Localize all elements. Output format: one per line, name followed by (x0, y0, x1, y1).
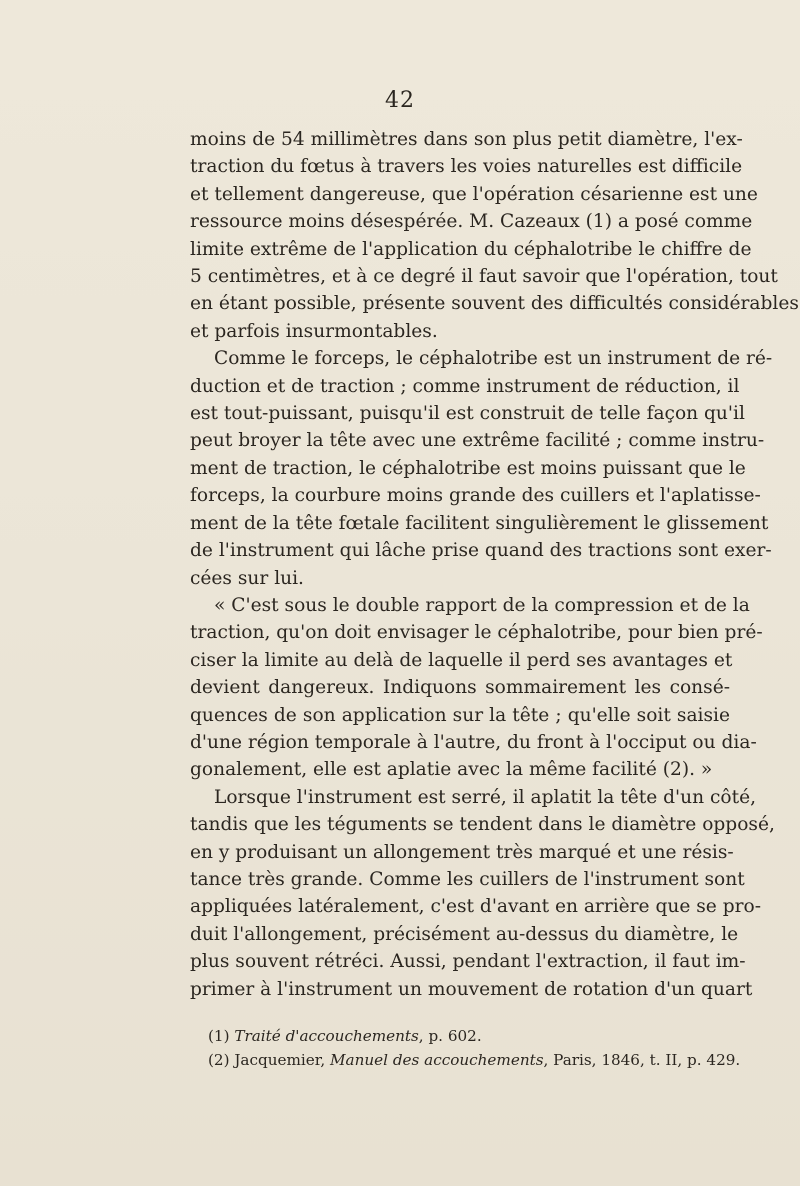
text-line: duit l'allongement, précisément au-dessus du diamètre, le (190, 923, 739, 945)
footnote-title: Traité d'accouchements (234, 1027, 419, 1045)
text-line: d'une région temporale à l'autre, du front à l'occiput ou dia- (190, 731, 757, 753)
text-line: cées sur lui. (190, 567, 304, 589)
text-line: tandis que les téguments se tendent dans le diamètre opposé, (190, 814, 775, 836)
text-line: ment de la tête fœtale facilitent singulièrement le glissement (190, 512, 769, 534)
text-line: moins de 54 millimètres dans son plus petit diamètre, l'ex- (190, 129, 743, 150)
text-line: Lorsque l'instrument est serré, il aplatit la tête d'un côté, (214, 786, 756, 808)
body-text (190, 126, 799, 1003)
text-line: ressource moins désespérée. M. Cazeaux (1) a posé comme (190, 211, 753, 233)
footnote-marker: (2) (208, 1051, 230, 1069)
text-line: appliquées latéralement, c'est d'avant en arrière que se pro- (190, 896, 761, 918)
paragraph (190, 345, 773, 592)
footnote-title: Manuel des accouchements (329, 1051, 544, 1069)
paragraph (190, 592, 763, 784)
text-line: en y produisant un allongement très marqué et une résis- (190, 841, 734, 863)
text-line: et parfois insurmontables. (190, 320, 438, 342)
footnotes (208, 1024, 741, 1072)
text-line: forceps, la courbure moins grande des cuillers et l'aplatisse- (190, 485, 761, 507)
text-line: 5 centimètres, et à ce degré il faut savoir que l'opération, tout (190, 266, 778, 288)
paragraph (190, 126, 799, 345)
text-line: en étant possible, présente souvent des difficultés considérables (190, 293, 799, 315)
footnote (208, 1048, 741, 1072)
footnote-prefix: Jacquemier, (229, 1051, 330, 1069)
text-line: traction du fœtus à travers les voies naturelles est difficile (190, 156, 743, 178)
footnote-rest: , p. 602. (418, 1027, 482, 1045)
paragraph (190, 784, 775, 1003)
text-line: Comme le forceps, le céphalotribe est un instrument de ré- (214, 348, 773, 370)
text-line: duction et de traction ; comme instrument de réduction, il (190, 375, 740, 397)
text-line: limite extrême de l'application du céphalotribe le chiffre de (190, 238, 752, 260)
footnote (208, 1024, 738, 1048)
text-line: gonalement, elle est aplatie avec la même facilité (2). » (190, 759, 713, 781)
text-line: « C'est sous le double rapport de la compression et de la (214, 594, 750, 616)
text-line: tance très grande. Comme les cuillers de l'instrument sont (190, 868, 745, 890)
text-line: et tellement dangereuse, que l'opération césarienne est une (190, 183, 758, 205)
text-line: peut broyer la tête avec une extrême facilité ; comme instru- (190, 430, 765, 452)
footnote-rest: , Paris, 1846, t. II, p. 429. (543, 1051, 741, 1069)
text-line: de l'instrument qui lâche prise quand des tractions sont exer- (190, 540, 772, 562)
text-line: quences de son application sur la tête ; qu'elle soit saisie (190, 704, 730, 726)
text-line: traction, qu'on doit envisager le céphalotribe, pour bien pré- (190, 622, 763, 644)
text-line: ciser la limite au delà de laquelle il perd ses avantages et (190, 649, 733, 671)
text-line: primer à l'instrument un mouvement de rotation d'un quart (190, 978, 753, 1000)
text-line: plus souvent rétréci. Aussi, pendant l'extraction, il faut im- (190, 951, 746, 973)
text-line: est tout-puissant, puisqu'il est construit de telle façon qu'il (190, 403, 745, 425)
text-line: devient dangereux. Indiquons sommairement les consé- (190, 677, 730, 699)
text-line: ment de traction, le céphalotribe est moins puissant que le (190, 457, 746, 479)
page-number: 42 (385, 88, 415, 113)
footnote-marker: (1) (208, 1027, 230, 1045)
